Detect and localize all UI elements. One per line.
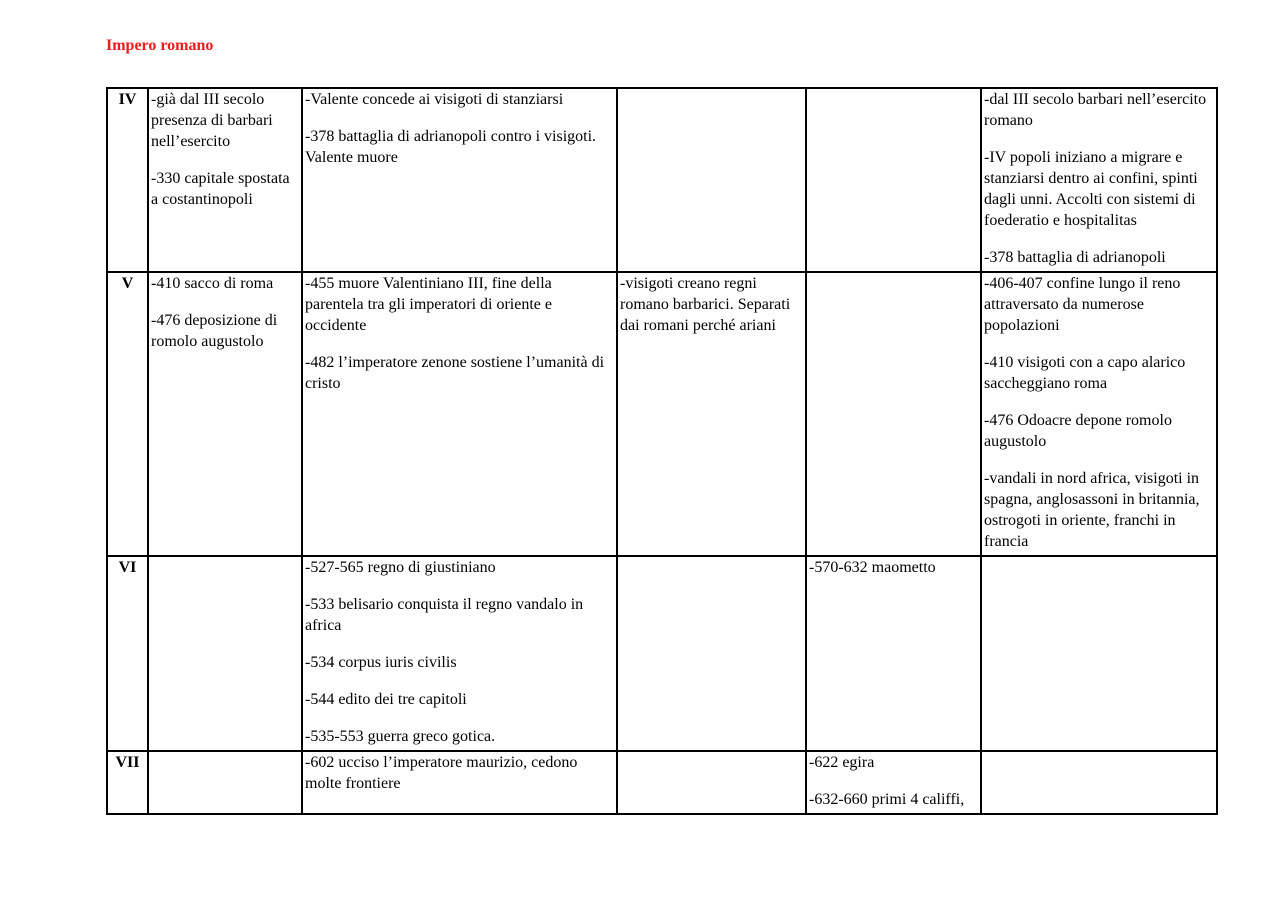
cell-paragraph: -455 muore Valentiniano III, fine della parentela tra gli imperatori di oriente e occidente <box>305 275 552 334</box>
table-row <box>107 751 1217 814</box>
cell-paragraph: -410 sacco di roma <box>151 275 274 292</box>
cell-paragraph: -476 deposizione di romolo augustolo <box>151 312 278 350</box>
cell-paragraph: -622 egira <box>809 754 875 771</box>
cell-paragraph: -544 edito dei tre capitoli <box>305 691 467 708</box>
table-cell <box>148 88 302 272</box>
table-cell <box>806 272 981 556</box>
table-row <box>107 272 1217 556</box>
cell-paragraph: -570-632 maometto <box>809 559 936 576</box>
table-row <box>107 88 1217 272</box>
table-cell <box>806 556 981 751</box>
cell-paragraph: -533 belisario conquista il regno vandalo in africa <box>305 596 584 634</box>
table-cell <box>148 556 302 751</box>
table-cell <box>806 88 981 272</box>
table-cell <box>981 556 1217 751</box>
table-cell <box>302 751 617 814</box>
table-cell <box>617 272 806 556</box>
table-cell <box>302 88 617 272</box>
cell-paragraph: -602 ucciso l’imperatore maurizio, cedono molte frontiere <box>305 754 578 792</box>
cell-paragraph: -378 battaglia di adrianopoli <box>984 249 1166 266</box>
cell-paragraph: -482 l’imperatore zenone sostiene l’umanità di cristo <box>305 354 605 392</box>
cell-paragraph: -527-565 regno di giustiniano <box>305 559 496 576</box>
cell-paragraph: -534 corpus iuris civilis <box>305 654 457 671</box>
cell-paragraph: -visigoti creano regni romano barbarici. Separati dai romani perché ariani <box>620 275 791 334</box>
table-cell <box>302 272 617 556</box>
timeline-body <box>107 88 1217 814</box>
table-cell <box>981 751 1217 814</box>
cell-paragraph: -535-553 guerra greco gotica. <box>305 728 496 745</box>
table-cell <box>148 751 302 814</box>
century-label: IV <box>107 88 148 272</box>
century-label: V <box>107 272 148 556</box>
table-cell <box>806 751 981 814</box>
table-cell <box>981 272 1217 556</box>
cell-paragraph: -330 capitale spostata a costantinopoli <box>151 170 290 208</box>
table-cell <box>981 88 1217 272</box>
cell-paragraph: -632-660 primi 4 califfi, <box>809 791 965 808</box>
table-cell <box>148 272 302 556</box>
cell-paragraph: -già dal III secolo presenza di barbari nell’esercito <box>151 91 273 150</box>
cell-paragraph: -IV popoli iniziano a migrare e stanziarsi dentro ai confini, spinti dagli unni. Accolti con sistemi di foederatio e hospitalitas <box>984 149 1198 229</box>
table-cell <box>302 556 617 751</box>
cell-paragraph: -410 visigoti con a capo alarico saccheggiano roma <box>984 354 1186 392</box>
cell-paragraph: -378 battaglia di adrianopoli contro i visigoti. Valente muore <box>305 128 597 166</box>
cell-paragraph: -dal III secolo barbari nell’esercito romano <box>984 91 1207 129</box>
history-timeline-table <box>106 87 1218 815</box>
cell-paragraph: -vandali in nord africa, visigoti in spagna, anglosassoni in britannia, ostrogoti in oriente, franchi in francia <box>984 470 1200 550</box>
table-cell <box>617 556 806 751</box>
table-cell <box>617 88 806 272</box>
table-row <box>107 556 1217 751</box>
century-label: VII <box>107 751 148 814</box>
cell-paragraph: -476 Odoacre depone romolo augustolo <box>984 412 1172 450</box>
cell-paragraph: -406-407 confine lungo il reno attraversato da numerose popolazioni <box>984 275 1181 334</box>
document-title: Impero romano <box>106 37 214 54</box>
cell-paragraph: -Valente concede ai visigoti di stanziarsi <box>305 91 564 108</box>
table-cell <box>617 751 806 814</box>
century-label: VI <box>107 556 148 751</box>
